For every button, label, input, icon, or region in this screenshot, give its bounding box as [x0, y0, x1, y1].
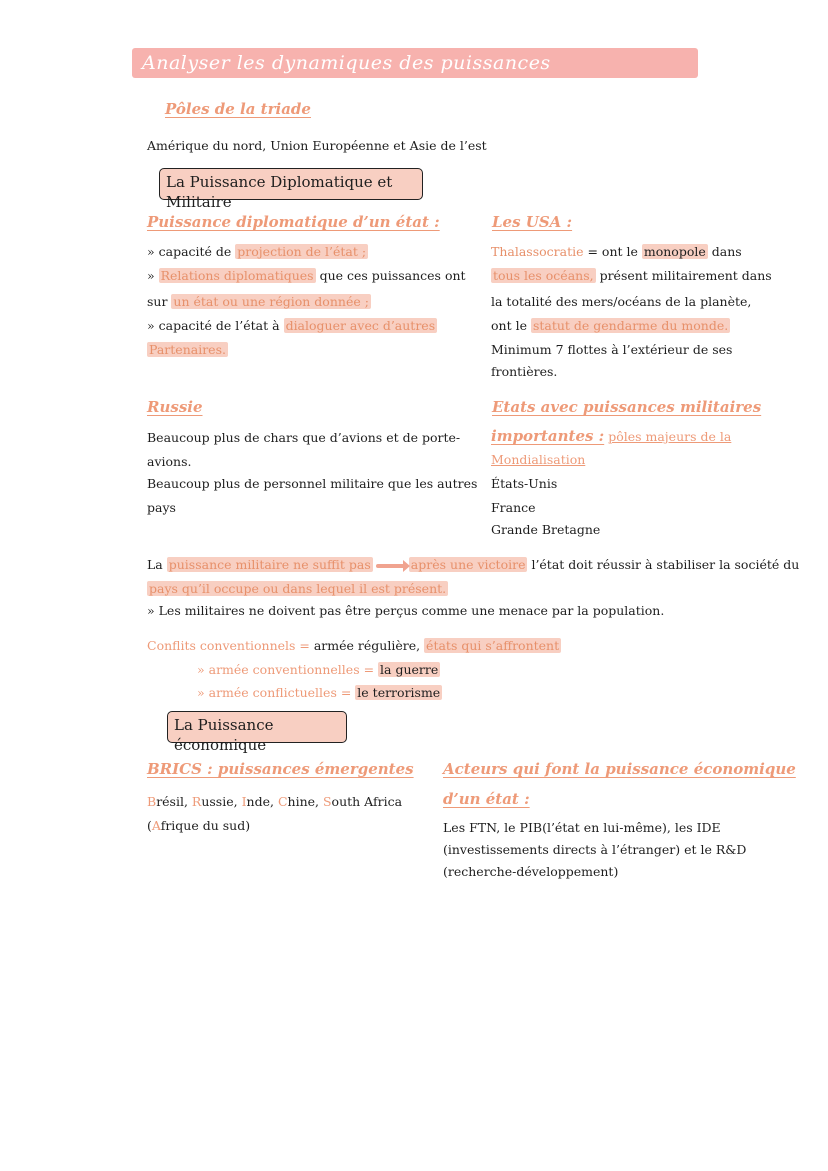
initial: C	[277, 794, 288, 809]
acteurs-line-3: (recherche-développement)	[443, 864, 619, 879]
usa-line-2	[491, 264, 772, 288]
text: (	[147, 818, 152, 833]
conflits-line-2	[197, 658, 440, 682]
triade-heading: Pôles de la triade	[165, 100, 311, 118]
russie-heading: Russie	[147, 398, 203, 416]
brics-heading: BRICS : puissances émergentes	[147, 760, 414, 778]
initial: B	[147, 794, 157, 809]
section-diplomatique-militaire: La Puissance Diplomatique et Militaire	[159, 168, 423, 200]
diplo-heading: Puissance diplomatique d’un état :	[147, 213, 440, 231]
diplo-line-4	[147, 314, 437, 338]
text: » armée conventionnelles =	[197, 662, 379, 677]
etats-item: Grande Bretagne	[491, 522, 601, 537]
russie-line-2: avions.	[147, 454, 192, 469]
text: sur	[147, 294, 172, 309]
brics-line-2	[147, 814, 250, 838]
diplo-line-1	[147, 240, 368, 264]
etats-heading-1: Etats avec puissances militaires	[492, 398, 762, 416]
text: dans	[707, 244, 742, 259]
acteurs-heading-2: d’un état :	[443, 790, 530, 808]
initial: I	[241, 794, 247, 809]
initial: R	[191, 794, 202, 809]
text: présent militairement dans	[595, 268, 772, 283]
brics-line-1	[147, 790, 402, 814]
usa-line-6: frontières.	[491, 364, 558, 379]
initial: A	[151, 818, 161, 833]
text: l’état doit réussir à stabiliser la société du	[527, 557, 800, 572]
triade-text: Amérique du nord, Union Européenne et Asie de l’est	[147, 138, 487, 153]
diplo-line-2	[147, 264, 466, 288]
highlight: tous les océans,	[493, 268, 594, 283]
page-title: Analyser les dynamiques des puissances internationales :	[132, 48, 698, 78]
text: ussie,	[201, 794, 242, 809]
highlight-term: Thalassocratie	[491, 244, 584, 259]
etats-heading-2: importantes :	[491, 427, 605, 445]
text: Conflits conventionnels =	[147, 638, 314, 653]
text: résil,	[156, 794, 192, 809]
text: = ont le	[583, 244, 642, 259]
russie-line-1: Beaucoup plus de chars que d’avions et de porte-	[147, 430, 461, 445]
text: » capacité de l’état à	[147, 318, 284, 333]
conflits-line-3	[197, 681, 442, 705]
text: ont le	[491, 318, 531, 333]
text: frique du sud)	[160, 818, 251, 833]
etats-item: France	[491, 500, 536, 515]
acteurs-line-1: Les FTN, le PIB(l’état en lui-même), les IDE	[443, 820, 721, 835]
highlight: après une victoire	[410, 557, 526, 572]
russie-line-3: Beaucoup plus de personnel militaire que les autres	[147, 476, 478, 491]
highlight: un état ou une région donnée ;	[173, 294, 369, 309]
usa-line-5: Minimum 7 flottes à l’extérieur de ses	[491, 342, 733, 357]
conflits-line-1	[147, 634, 561, 658]
usa-line-3: la totalité des mers/océans de la planète,	[491, 294, 752, 309]
russie-line-4: pays	[147, 500, 176, 515]
diplo-line-5	[147, 338, 228, 362]
text: que ces puissances ont	[315, 268, 466, 283]
highlight: monopole	[643, 244, 706, 259]
highlight: la guerre	[380, 662, 439, 677]
militaire-line-3: » Les militaires ne doivent pas être perçus comme une menace par la population.	[147, 603, 665, 618]
highlight: pays qu’il occupe ou dans lequel il est présent.	[149, 581, 447, 596]
militaire-line-2	[147, 577, 448, 601]
text: hine,	[287, 794, 323, 809]
highlight: puissance militaire ne suffit pas	[168, 557, 371, 572]
diplo-line-3	[147, 290, 371, 314]
etats-heading-row	[491, 424, 731, 449]
usa-line-4	[491, 314, 730, 338]
highlight: dialoguer avec d’autres	[285, 318, 436, 333]
highlight: états qui s’affrontent	[426, 638, 560, 653]
text: nde,	[246, 794, 278, 809]
highlight: le terrorisme	[357, 685, 441, 700]
text: La	[147, 557, 167, 572]
text: armée régulière,	[313, 638, 425, 653]
etats-item: États-Unis	[491, 476, 558, 491]
text: » capacité de	[147, 244, 236, 259]
text: » armée conflictuelles =	[197, 685, 356, 700]
text: outh Africa	[331, 794, 403, 809]
highlight: Relations diplomatiques	[160, 268, 314, 283]
etats-sub-2: Mondialisation	[491, 452, 586, 467]
text: »	[147, 268, 159, 283]
usa-line-1	[491, 240, 742, 264]
usa-heading: Les USA :	[492, 213, 573, 231]
section-economique: La Puissance économique	[167, 711, 347, 743]
arrow-right-icon	[376, 564, 406, 568]
highlight: projection de l’état ;	[237, 244, 367, 259]
initial: S	[322, 794, 332, 809]
acteurs-line-2: (investissements directs à l’étranger) et le R&D	[443, 842, 747, 857]
highlight: statut de gendarme du monde.	[532, 318, 729, 333]
acteurs-heading-1: Acteurs qui font la puissance économique	[443, 760, 796, 778]
etats-sub-1: pôles majeurs de la	[608, 429, 732, 444]
highlight: Partenaires.	[149, 342, 226, 357]
militaire-line-1	[147, 553, 799, 577]
